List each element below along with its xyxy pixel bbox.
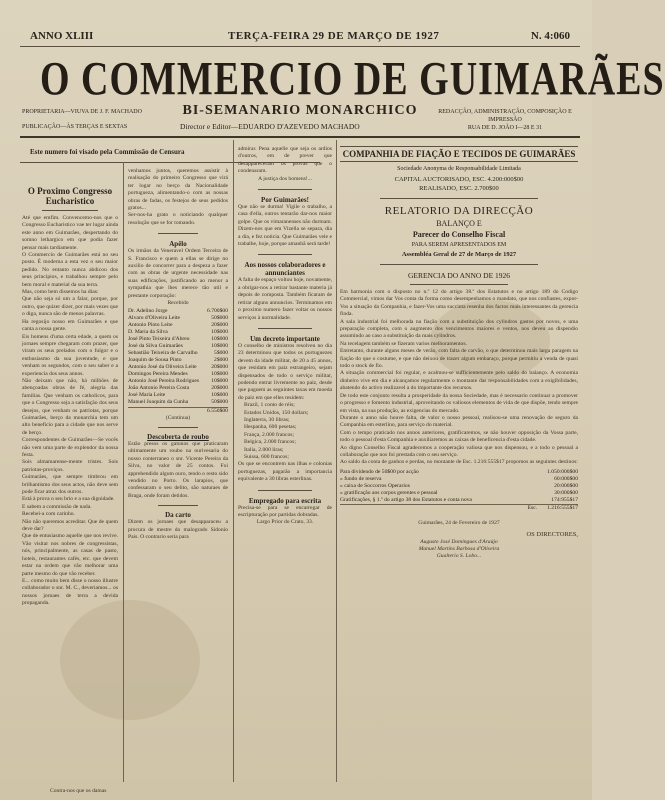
col1-paragraph: E... como muito bem disse o nosso illustre collaborador o snr. M. C., deveriamos... os nossos jornaes de terra a devida propaganda. (22, 577, 118, 607)
donation-value: 10$000 (211, 370, 228, 377)
gerencia-heading: GERENCIA DO ANNO DE 1926 (407, 271, 511, 280)
company-name: COMPANHIA DE FIAÇÃO E TECIDOS DE GUIMARÃES (342, 149, 576, 159)
distribution-label: » caixa de Soccorros Operarios (340, 482, 410, 489)
assembly-label: Assembléa Geral de 27 de Março de 1927 (401, 251, 517, 258)
distribution-value: 60:000$00 (554, 475, 578, 482)
tax-list (238, 402, 332, 461)
donation-value: 2$000 (214, 356, 228, 363)
donation-name: Antonio José da Oliveira Leite (128, 363, 197, 370)
carto-heading: Da carto (165, 511, 191, 520)
col1-paragraph: Eis homens d'uma certa edade, a quem os jornaes sempre chegaram com prazer, que viram os seus prelados com o fulgor e o enthusiasmo da sua juventude, e que venham os segundos, com o seu saber e a experiencia dos seus annos. (22, 333, 118, 377)
col1-paragraph: Não deixam que não, há milhões de abençoadas obras de fé, alegria das familias. Que venham os catholicos, para que o Congresso seja a satisfação dos seus desejos, que venham os patriotas, porque Guimarães, berço da monarchia tem um alto beneficio para a cidade que nos serve de berço. (22, 377, 118, 436)
roubo-heading: Descoberta de roubo (147, 432, 209, 441)
donation-row (128, 322, 228, 329)
col1-paragraph: Ha regosijo nosso em Guimarães e que canta a nossa gente. (22, 318, 118, 333)
donation-row (128, 336, 228, 343)
carto-text: Dizem os jornaes que desapparaceu a procura de mestre do malogrado Sidonio Pais. O contrario seria para (128, 519, 228, 540)
donation-value: 20$000 (211, 363, 228, 370)
distribution-label: Para dividendo de 50$00 por acção (340, 468, 419, 475)
continua-label: (Continua) (165, 414, 191, 421)
administration-block (430, 108, 580, 132)
received-label: Recebido (167, 300, 189, 307)
donation-row (128, 343, 228, 350)
directors-list (340, 539, 578, 561)
tax-row: Italia, 2.000 liras; (244, 446, 284, 453)
escrita-address: Largo Prior do Crato, 33. (256, 519, 314, 526)
tax-row: França, 2.000 francos; (244, 431, 295, 438)
company-report (340, 146, 578, 561)
col1-paragraph: Está à prova o seu brio e a sua dignidade. (22, 496, 115, 503)
donation-name: Joaquim de Sousa Pinto (128, 356, 182, 363)
donation-value: 10$000 (211, 377, 228, 384)
distribution-total-label: Esc. (527, 504, 538, 511)
decreto-end: Os que se encontrem nas ilhas e colonias portuguezas, pagarão a importancia equivalente a 30 libras esterlinas. (238, 461, 332, 483)
newspaper-title: O COMMERCIO DE GUIMARÃES (40, 53, 665, 106)
donation-row (128, 364, 228, 371)
report-paragraph: Durante o anno não houve falta, de valor o nosso pessoal, realisou-se uma renovação de seguro da Companhia em esterlino, para serviço do material. (340, 414, 578, 429)
donation-name: Antonio Pinto Leite (128, 321, 173, 328)
report-paragraph: Em harmonia com o disposto no n.º 12 do artigo 38.º dos Estatutos e no artigo 189 do Codigo Commercial, vimos dar Vos conta da forma como desempenhamos o mandato, que nos confiastes, expor-Vos a situação da Companhia, e fazer-Vos uma succinta resenha dos factos mais interessantes da gerencia finda. (340, 289, 578, 318)
distribution-row (340, 476, 578, 483)
apelo-heading: Apêlo (169, 240, 187, 249)
report-paragraph: A sala industrial foi melhorada na fiação com a substituição dos cylindros gastos por novos, e uma preparação completa, com o augmento dos vencimentos maiores e ventos, nos deveu ao dispendio assumindo ao caso a substituição da mais cylindros. (340, 318, 578, 340)
distribution-label: Gratificações, § 1.º do artigo 38 dos Estatutos e conta nova (340, 496, 472, 503)
donation-row (128, 371, 228, 378)
report-paragraph: Ao digno Conselho Fiscal agradecemos a cooperação valiosa que nos dispensou, e a todo o pessoal a collaboração que nos foi prestada com o seu serviço. (340, 444, 578, 458)
decreto-text: O conselho de ministros resolveu no dia 23 determinou que todos os portuguezes devem da idade militar, de 20 a 45 annos, que residam em paiz estrangeiro, sejam dispensados de todo o serviço militar, podendo entrar livremente no paiz, desde que paguem as seguintes taxas em moeda do paiz em que elles residem: (238, 342, 332, 401)
donation-row (128, 308, 228, 315)
guimaraes-heading: Por Guimarães! (261, 196, 309, 205)
report-paragraph: Com o tempo praticado nos annos anteriores, gratificaremos, se não houver opposição da Vossa parte, todo o pessoal d'esta Companhia e auxiliaremos as caixas de beneficencia d'esta cidade. (340, 429, 578, 444)
col2-paragraph: Ser-nos-ha grato o noticiando qualquer resolução que se for tomando. (128, 212, 228, 226)
col3-paragraph: A justiça dos homens!... (258, 175, 312, 182)
donation-row (128, 315, 228, 322)
column-2 (128, 168, 228, 541)
presented-label: PARA SEREM APRESENTADOS EM (411, 242, 507, 248)
donation-name: José Maria Leite (128, 391, 166, 398)
donation-row (128, 392, 228, 399)
report-paragraph: Entretanto, durante alguns meses de verão, com falta de carvão, o que determinou mais larga paragem na fiação do que o costume, e que não deixou de trazer algum embaraço, porque permitiu a venda de quasi todo o stock de fio. (340, 348, 578, 370)
distribution-label: » fundo de reserva (340, 475, 382, 482)
col1-paragraph: Até que emfim. Convencemo-nos que o Congresso Eucharistico vae ter lugar ainda este anno em Guimarães, despertando do somno lethargico em que podia fazer pensar mais tardiamente. (22, 215, 118, 251)
donation-value: 10$000 (211, 342, 228, 349)
col1-paragraph: Guimarães, que sempre timbrou em brilhantismo dos seus actos, não deve sem pode ficar atraz dos outros. (22, 474, 118, 496)
col1-paragraph: Que não seja só um a falar, porque, por outro, que quizer dizer, por mais vezes que o diga, nunca são de menos palavras. (22, 296, 118, 318)
donation-name: Antonio José Pereira Rodrigues (128, 377, 199, 384)
capital-realised: REALISADO, ESC. 2.700$00 (419, 185, 499, 192)
donation-value: 5$000 (214, 349, 228, 356)
col3-paragraph: admirar. Pena aquelle que seja os ardios d'outros, em de prever que desappareceram os provas que o condenaram. (238, 146, 332, 175)
donation-name: José Pinto Teixeira d'Abreu (128, 335, 190, 342)
col1-paragraph: Sois almamarense-mente tristes. Sois patriotas-proviços. (22, 459, 118, 473)
donation-row (128, 385, 228, 392)
director-name: Augusto José Domingues d'Araújo (420, 538, 498, 545)
capital-authorised: CAPITAL AUCTORISADO, ESC. 4.200:000$00 (394, 176, 524, 183)
column-1 (22, 168, 118, 608)
col1-paragraph: E sabem a commissão de nada. (22, 503, 92, 510)
parecer-label: Parecer do Conselho Fiscal (412, 230, 506, 239)
tax-row: Estados Unidos, 150 dollars; (244, 409, 309, 416)
col1-paragraph: Que de entusiasmo aquelle que nos revive. Vão visitar nos nobres de congressistas, nós, principalmente, as casas de pasto, hoteis, restaurantes cafés, etc. que devem estar na ordem que vão melhorar uma parte mesmo do que vão receber. (22, 533, 118, 577)
donation-value: 10$000 (211, 391, 228, 398)
donation-row (128, 329, 228, 336)
distribution-row (340, 497, 578, 504)
report-paragraph: Ao saldo da conta de ganhos e perdas, no montante de Esc. 1.216:555$17 propomos as seguintes destinos: (340, 459, 578, 466)
administration-line: REDACÇÃO, ADMINISTRAÇÃO, COMPOSIÇÃO E IMPRESSÃO (438, 109, 572, 123)
company-type: Sociedade Anonyma de Responsabilidade Limitada (397, 166, 521, 172)
apelo-text: Os irmãos da Veneravel Ordem Terceira de S. Francisco e quem a ellas se dirige no auxilio de concorrer para a despeza a fazer com as obras de urgente necessidade nas suas edificações, justificando ao menor a sympathia que lhes merece tão util e prestante corporação: (128, 248, 228, 299)
issue-label: ANNO XLIII (30, 30, 94, 42)
donation-value: 10$000 (211, 328, 228, 335)
col2-paragraph: venhamos juntos, queremos assistir à realisação do primeiro Congresso que virá ter logar no berço da Nacionalidade portugueza, alimentando-o com as nossas obras de fadas, os festejos de seus pedidos gratos... (128, 168, 228, 212)
guimaraes-text: Que não se durma! Vigile o trabalho, a casa d'ella, outros tentarão dar-nos maior golpe. Que os vimaranenses não durmam. Dizem-nos que em Vizella se separa, dia a dia, e fez noticia. Que Guimarães vele e trabalhe, hoje, porque amanhã será tarde! (238, 204, 332, 248)
decreto-heading: Um decreto importante (250, 334, 320, 343)
donation-value: 50$000 (211, 314, 228, 321)
donation-value: 6.700$00 (207, 307, 228, 314)
publication-line: PUBLICAÇÃO—ÀS TERÇAS E SEXTAS (22, 124, 128, 130)
congress-heading: O Proximo Congresso Eucharistico (27, 186, 113, 206)
donation-row (128, 399, 228, 406)
newspaper-subtitle: BI-SEMANARIO MONARCHICO (182, 103, 418, 118)
report-paragraph: A situação commercial foi regular, e acalmou-se sufficientemente pelo saldo do balanço. A economia dinheiro vive em dia e alcançamos regularmente o montante das responsabilidades com a exigibilidades, abatendo do activo realizavel a do importante dos recursos. (340, 370, 578, 392)
distribution-label: » gratificação aos corpos gerentes e pessoal (340, 489, 438, 496)
distribution-value: 20:000$00 (554, 482, 578, 489)
donation-name: Dr. Adelino Jorge (128, 307, 168, 314)
distribution-row (340, 483, 578, 490)
donation-list (128, 308, 228, 406)
donation-name: Alvaro d'Oliveira Leite (128, 314, 180, 321)
donation-value: 20$000 (211, 384, 228, 391)
address-line: RUA DE D. JOÃO I—28 E 31 (467, 125, 543, 131)
distribution-total-value: 1.216:555$17 (547, 504, 578, 511)
donation-row (128, 350, 228, 357)
tax-row: Hespanha, 600 pesetas; (244, 424, 297, 431)
donation-name: Manuel Joaquim da Cunha (128, 398, 189, 405)
donation-total: 6.550$00 (207, 407, 228, 414)
colab-text: A falta de espaço voltou hoje, novamente, a obrigar-nos a retirar bastante materia já depois de composta. Também ficaram de retirar alguns annuncios. Terminamos em o proximo numero fazer voltar os nossos serviços à normalidade. (238, 277, 332, 321)
distribution-list (340, 469, 578, 504)
col1-paragraph: O Commercio de Guimarães está no seu posto. É moderna a esta vez o seu maior pedido. No entanto nunca abdicou dos seus principios, e trabalhou sempre pelo bem moral e material da sua terra. (22, 252, 118, 288)
distribution-row (340, 490, 578, 497)
directors-heading: OS DIRECTORES, (526, 531, 578, 539)
balance-label: BALANÇO E (436, 219, 482, 228)
place-date: Guimarães, 24 de Fevereiro de 1927 (418, 519, 500, 526)
tax-row: Inglaterra, 30 libras; (244, 416, 290, 423)
distribution-row (340, 469, 578, 476)
director-name: Manuel Martins Barbosa d'Oliveira (418, 545, 500, 552)
tax-row: Brazil, 1 conto de réis; (244, 402, 295, 409)
escrita-text: Precisa-se para se encarregar de escripturação por partidas dobradas. (238, 504, 332, 519)
donation-value: 10$000 (211, 335, 228, 342)
donation-name: D. Maria da Silva (128, 328, 168, 335)
donation-row (128, 357, 228, 364)
colab-heading: Aos nossos colaboradores e annunciantes (244, 261, 326, 278)
censorship-note: Este numero foi visado pela Commissão de Censura (30, 148, 185, 156)
col1-paragraph: Correspondentes de Guimarães—Se vocês não vem uma parte de explendor da nossa festa. (22, 437, 118, 458)
masthead-top-line (18, 30, 576, 44)
report-heading: RELATORIO DA DIRECÇÃO (384, 205, 534, 217)
col1-paragraph: Recebei-a com carinho. (22, 511, 75, 518)
tax-row: Belgica, 2.000 francos; (244, 439, 296, 446)
donation-name: José da Silva Guimarães (128, 342, 183, 349)
report-paragraph: Na tecelagem também se fizeram varios melhoramentos. (340, 340, 467, 347)
donation-row (128, 378, 228, 385)
donation-name: João Antonio Pereira Costa (128, 384, 190, 391)
tax-row: Suissa, 600 francos; (244, 454, 289, 460)
date-label: TERÇA-FEIRA 29 DE MARÇO DE 1927 (228, 30, 440, 42)
director-name: Gualterio S. Lobo... (436, 553, 482, 560)
owner-line: PROPRIETARIA—VIUVA DE J. F. MACHADO (22, 109, 142, 115)
col1-bottom-line: Contra-nos que os damas (50, 788, 107, 794)
report-paragraph: De todo este conjunto resulta a prosperidade da nossa Sociedade, mas é necessario continuar a promover o progresso e fomento industrial, aproveitando os valiosos elementos de vida de que dispõe, tendo sempre em vista, na sua produção, as exigencias do mercado. (340, 392, 578, 414)
column-3 (238, 146, 332, 527)
donation-value: 20$000 (211, 321, 228, 328)
number-label: N. 4:060 (530, 30, 570, 42)
donation-name: Sebastião Teixeira de Carvalho (128, 349, 198, 356)
donation-name: Domingos Pereira Mendes (128, 370, 188, 377)
escrita-heading: Empregado para escrita (248, 496, 322, 505)
donation-value: 50$000 (211, 398, 228, 405)
director-line: Director e Editor—EDUARDO D'AZEVEDO MACHADO (180, 122, 360, 131)
distribution-value: 1.050:000$00 (547, 468, 578, 475)
col1-paragraph: Não não queremos acreditar. Que de quem deve dar? (22, 518, 118, 533)
distribution-value: 30:000$00 (554, 489, 578, 496)
col1-paragraph: Mas, como bem dissemos ha dias: (22, 289, 99, 296)
distribution-value: 174:955$17 (551, 496, 578, 503)
roubo-text: Estão presos os gatunos que praticaram ultimamente um roubo na ourivesaria do nosso conterraneo o snr. Vicente Pereira da Silva, no valor de 25 contos. Foi apprehendido algum ouro, tendo o resto sido vendido no Porto. Os larapios, que confessaram o seu delito, são naturaes de Braga, onde foram detidos. (128, 440, 228, 499)
